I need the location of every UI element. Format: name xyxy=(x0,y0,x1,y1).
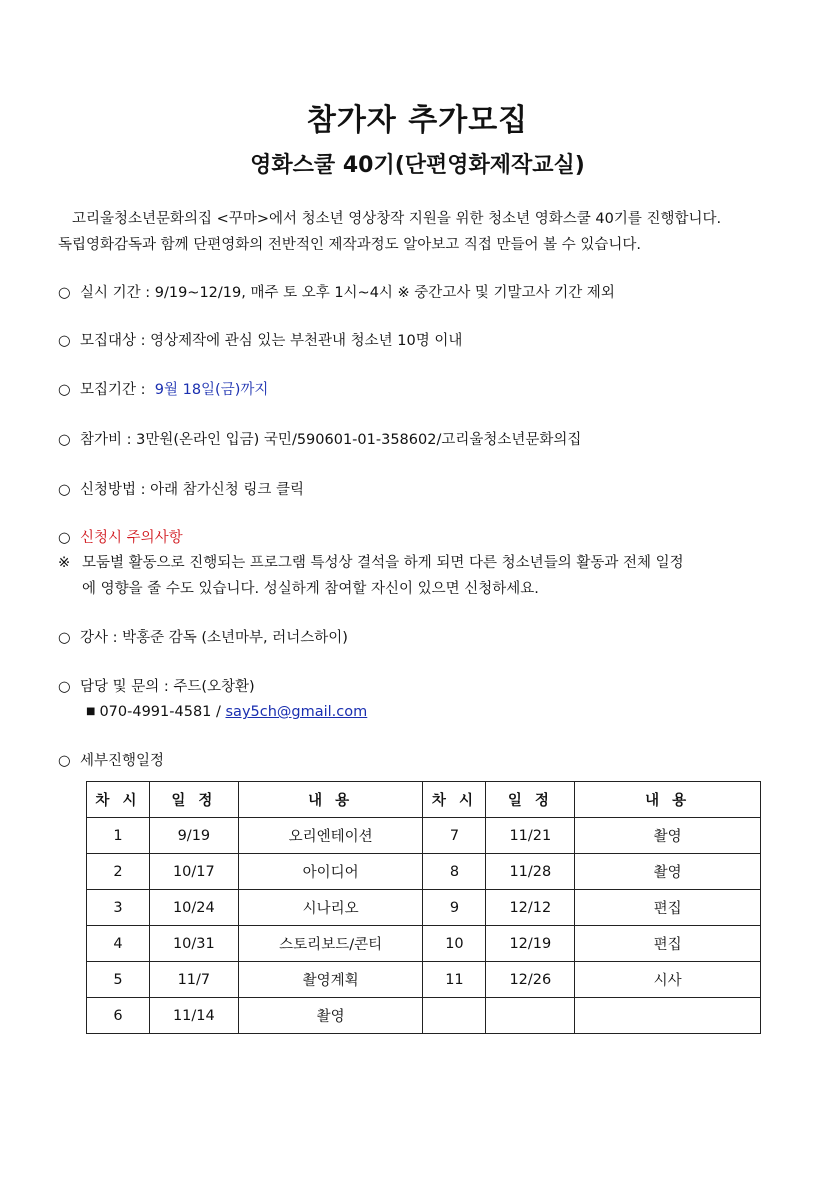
table-cell: 11 xyxy=(423,962,486,998)
table-cell xyxy=(486,998,575,1034)
table-cell: 12/12 xyxy=(486,890,575,926)
period-item xyxy=(58,280,788,306)
header-date: 일 정 xyxy=(486,782,575,818)
table-cell: 4 xyxy=(87,926,150,962)
apply-text: 신청방법 : 아래 참가신청 링크 클릭 xyxy=(80,482,305,498)
target-text: 모집대상 : 영상제작에 관심 있는 부천관내 청소년 10명 이내 xyxy=(80,333,463,349)
header-session: 차 시 xyxy=(87,782,150,818)
note-mark: ※ xyxy=(58,555,71,571)
header-date: 일 정 xyxy=(149,782,238,818)
caution-line-1: 모둠별 활동으로 진행되는 프로그램 특성상 결석을 하게 되면 다른 청소년들의 활동과 전체 일정 xyxy=(82,555,684,571)
intro-line-1: 고리울청소년문화의집 <꾸마>에서 청소년 영상창작 지원을 위한 청소년 영화스쿨 40기를 진행합니다. xyxy=(72,211,722,227)
table-cell xyxy=(423,998,486,1034)
target-item xyxy=(58,328,788,354)
header-content: 내 용 xyxy=(575,782,761,818)
contact-title: 담당 및 문의 : 주드(오창환) xyxy=(80,679,255,695)
recruit-deadline: 9월 18일(금)까지 xyxy=(154,382,269,398)
contact-phone: 070-4991-4581 / xyxy=(99,704,226,720)
table-cell: 12/19 xyxy=(486,926,575,962)
table-cell: 8 xyxy=(423,854,486,890)
table-row xyxy=(87,854,761,890)
table-cell: 11/21 xyxy=(486,818,575,854)
schedule-table xyxy=(86,781,761,1034)
caution-item xyxy=(58,525,788,551)
page-subtitle: 영화스쿨 40기(단편영화제작교실) xyxy=(250,153,585,178)
table-cell: 시나리오 xyxy=(238,890,423,926)
bullet-circle: ○ xyxy=(58,679,71,695)
table-cell: 6 xyxy=(87,998,150,1034)
table-cell: 11/28 xyxy=(486,854,575,890)
bullet-circle: ○ xyxy=(58,530,71,546)
instructor-item xyxy=(58,625,788,651)
table-cell: 7 xyxy=(423,818,486,854)
header-session: 차 시 xyxy=(423,782,486,818)
table-cell: 2 xyxy=(87,854,150,890)
table-cell: 9/19 xyxy=(149,818,238,854)
table-row xyxy=(87,818,761,854)
table-row xyxy=(87,890,761,926)
bullet-circle: ○ xyxy=(58,482,71,498)
contact-details xyxy=(86,700,367,724)
apply-item xyxy=(58,477,788,503)
intro-line-2: 독립영화감독과 함께 단편영화의 전반적인 제작과정도 알아보고 직접 만들어 볼 수 있습니다. xyxy=(58,237,641,253)
table-cell: 편집 xyxy=(575,926,761,962)
table-cell: 10/17 xyxy=(149,854,238,890)
table-header-row xyxy=(87,782,761,818)
table-cell: 10/24 xyxy=(149,890,238,926)
table-cell: 10/31 xyxy=(149,926,238,962)
table-cell: 편집 xyxy=(575,890,761,926)
fee-item xyxy=(58,427,788,453)
recruit-period-item xyxy=(58,377,788,403)
contact-item xyxy=(58,674,788,700)
table-cell: 촬영 xyxy=(575,818,761,854)
fee-text: 참가비 : 3만원(온라인 입금) 국민/590601-01-358602/고리울청소년문화의집 xyxy=(80,432,582,448)
caution-line-2: 에 영향을 줄 수도 있습니다. 성실하게 참여할 자신이 있으면 신청하세요. xyxy=(82,581,539,597)
table-cell: 5 xyxy=(87,962,150,998)
contact-email-link[interactable]: say5ch@gmail.com xyxy=(225,704,368,720)
table-cell: 12/26 xyxy=(486,962,575,998)
header-content: 내 용 xyxy=(238,782,423,818)
table-cell: 11/7 xyxy=(149,962,238,998)
caution-title: 신청시 주의사항 xyxy=(80,530,183,546)
table-cell: 오리엔테이션 xyxy=(238,818,423,854)
intro-paragraph xyxy=(58,206,780,258)
schedule-title-item xyxy=(58,748,788,774)
bullet-circle: ○ xyxy=(58,382,71,398)
table-cell: 9 xyxy=(423,890,486,926)
table-cell: 10 xyxy=(423,926,486,962)
table-cell xyxy=(575,998,761,1034)
table-cell: 아이디어 xyxy=(238,854,423,890)
table-cell: 시사 xyxy=(575,962,761,998)
table-row xyxy=(87,962,761,998)
page-title: 참가자 추가모집 xyxy=(306,103,529,138)
table-cell: 1 xyxy=(87,818,150,854)
table-cell: 촬영 xyxy=(238,998,423,1034)
bullet-circle: ○ xyxy=(58,432,71,448)
table-cell: 스토리보드/콘티 xyxy=(238,926,423,962)
table-row xyxy=(87,998,761,1034)
table-cell: 촬영계획 xyxy=(238,962,423,998)
recruit-label: 모집기간 : xyxy=(80,382,146,398)
bullet-circle: ○ xyxy=(58,333,71,349)
instructor-text: 강사 : 박홍준 감독 (소년마부, 러너스하이) xyxy=(80,630,348,646)
table-cell: 3 xyxy=(87,890,150,926)
period-text: 실시 기간 : 9/19~12/19, 매주 토 오후 1시~4시 ※ 중간고사 및 기말고사 기간 제외 xyxy=(80,285,615,301)
table-cell: 11/14 xyxy=(149,998,238,1034)
schedule-title: 세부진행일정 xyxy=(80,753,165,769)
square-bullet-icon: ■ xyxy=(86,706,96,717)
bullet-circle: ○ xyxy=(58,753,71,769)
bullet-circle: ○ xyxy=(58,630,71,646)
bullet-circle: ○ xyxy=(58,285,71,301)
table-cell: 촬영 xyxy=(575,854,761,890)
table-row xyxy=(87,926,761,962)
caution-note xyxy=(58,550,783,602)
